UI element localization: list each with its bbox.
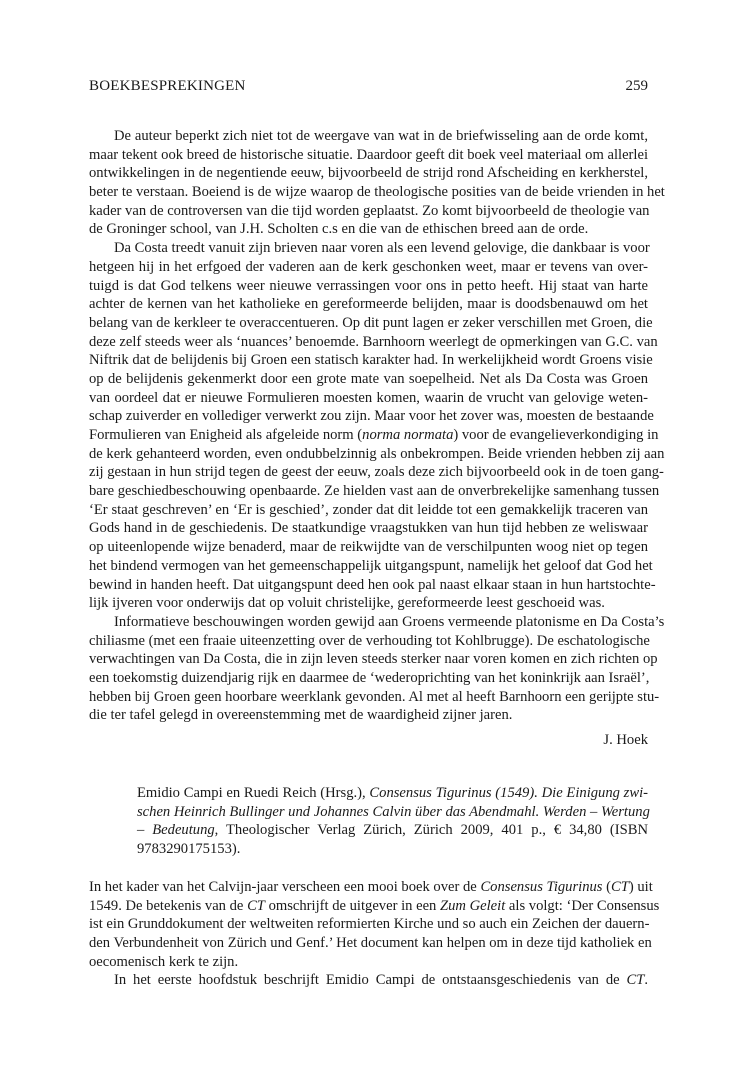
text-segment: beter te verstaan. Boeiend is de wijze waarop de theologische posities van de beide vrienden in het — [89, 184, 665, 201]
text-line — [89, 706, 648, 725]
text-segment: 9783290175153). — [137, 841, 241, 858]
text-segment: 1549. De betekenis van de — [89, 897, 248, 914]
review-body-consensus — [89, 878, 660, 990]
text-segment: hetgeen hij in het erfgoed der vaderen aan de kerk geschonken weet, maar er tevens van over- — [89, 258, 648, 275]
text-segment: lijk ijveren voor onderwijs dat op voluit christelijke, gereformeerde leest geschoeid was. — [89, 595, 605, 612]
text-segment: Formulieren van Enigheid als afgeleide norm ( — [89, 427, 363, 443]
text-line — [89, 426, 659, 445]
text-segment: verwachtingen van Da Costa, die in zijn leven steeds sterker naar voren komen en zich richten op — [89, 651, 658, 668]
paragraph — [89, 971, 648, 990]
text-segment: zij gestaan in hun strijd tegen de geest der eeuw, zoals deze zich bijvoorbeeld ook in de toen gang- — [89, 464, 664, 481]
text-segment: kader van de controversen van die tijd worden geplaatst. Zo komt bijvoorbeeld de theologie van — [89, 202, 650, 219]
text-segment: Gods hand in de geschiedenis. De staatkundige vraagstukken van hun tijd hebben ze weliswaar — [89, 520, 648, 537]
text-segment: In het eerste hoofdstuk beschrijft Emidio Campi de ontstaansgeschiedenis van de — [114, 972, 627, 989]
text-line — [137, 821, 648, 840]
text-line — [89, 613, 665, 632]
text-line — [89, 164, 648, 183]
text-segment: de Groninger school, van J.H. Scholten c.s en die van de ethischen breed aan de orde. — [89, 221, 589, 238]
text-segment: . — [644, 972, 648, 989]
text-line — [89, 915, 648, 934]
text-line — [89, 127, 648, 146]
text-line — [89, 557, 653, 576]
text-line — [89, 277, 648, 296]
text-line — [89, 669, 648, 688]
text-line — [89, 897, 660, 916]
text-line — [89, 463, 664, 482]
text-line — [89, 650, 658, 669]
text-line — [89, 146, 648, 165]
italic-text: Consensus Tigurinus — [480, 879, 603, 895]
text-segment: het bindend vermogen van het gemeenschappelijk uitgangspunt, namelijk het geloof dat God het — [89, 557, 653, 574]
text-line — [89, 971, 648, 990]
text-line — [89, 295, 648, 314]
text-segment: hebben bij Groen geen hoorbare weerklank gevonden. Al met al heeft Barnhoorn een gerijpte stu- — [89, 688, 660, 705]
text-segment: De auteur beperkt zich niet tot de weergave van wat in de briefwisseling aan de orde komt, — [114, 128, 648, 144]
text-segment: die ter tafel gelegd in overeenstemming met de waardigheid zijner jaren. — [89, 707, 513, 724]
text-segment: Da Costa treedt vanuit zijn brieven naar voren als een levend gelovige, die dankbaar is voor — [114, 240, 650, 257]
italic-text: schen Heinrich Bullinger und Johannes Calvin über das Abendmahl. Werden – Wertung — [137, 803, 650, 820]
paragraph — [89, 127, 665, 239]
text-line — [89, 576, 656, 595]
text-line — [89, 351, 653, 370]
text-line — [89, 389, 648, 408]
text-line — [89, 202, 648, 221]
text-line — [89, 632, 648, 651]
text-line — [89, 370, 648, 389]
text-segment: Niftrik dat de belijdenis bij Groen een statisch karakter had. In werkelijkheid wordt Groens visie — [89, 352, 653, 369]
paragraph — [89, 239, 665, 613]
text-line — [89, 183, 665, 202]
text-line — [137, 840, 648, 859]
section-title: BOEKBESPREKINGEN — [89, 78, 246, 94]
text-line — [89, 688, 660, 707]
text-segment: belang van de kerkleer te overaccentueren. Op dit punt lagen er zeker verschillen met Groen, die — [89, 314, 653, 331]
text-line — [89, 934, 652, 953]
text-segment: tuigd is dat God telkens weer nieuwe verrassingen voor ons in petto heeft. Hij staat van harte — [89, 277, 648, 294]
text-line — [89, 501, 648, 520]
text-segment: oecomenisch kerk te zijn. — [89, 953, 239, 970]
text-segment: de kerk gehanteerd worden, even ondubbelzinnig als onbekrompen. Beide vrienden hebben zij aan — [89, 445, 665, 462]
text-segment: omschrijft de uitgever in een — [264, 897, 440, 914]
text-line — [89, 878, 653, 897]
reviewer-signature: J. Hoek — [603, 732, 648, 748]
text-segment: schap zuiverder en vollediger verwerkt zou zijn. Maar voor het zover was, moesten de bestaande — [89, 408, 654, 425]
text-segment: bewind in handen heeft. Dat uitgangspunt deed hen ook pal naast elkaar staan in hun hartstochte- — [89, 576, 656, 593]
text-segment: den Verbundenheit von Zürich und Genf.’ Het document kan helpen om in deze tijd katholiek en — [89, 935, 652, 952]
book-citation — [137, 784, 648, 859]
text-segment: bare geschiedbeschouwing openbaarde. Ze hielden vast aan de onverbrekelijke samenhang tussen — [89, 483, 660, 500]
text-segment: ontwikkelingen in de negentiende eeuw, bijvoorbeeld de strijd rond Afscheiding en kerkherstel, — [89, 165, 648, 182]
text-line — [89, 220, 648, 239]
text-line — [89, 538, 648, 557]
review-body-hoek — [89, 127, 665, 725]
text-line — [89, 258, 648, 277]
page-number: 259 — [625, 78, 648, 94]
text-segment: maar tekent ook breed de historische situatie. Daardoor geeft dit boek veel materiaal om allerlei — [89, 146, 648, 163]
text-segment: chiliasme (met een fraaie uiteenzetting over de verhouding tot Kohlbrugge). De eschatologische — [89, 632, 650, 649]
text-line — [89, 482, 660, 501]
running-header — [89, 78, 648, 98]
italic-text: CT — [626, 972, 645, 989]
text-line — [89, 519, 648, 538]
text-segment: ist ein Grunddokument der weltweiten reformierten Kirche und so auch ein Zeichen der dauern- — [89, 916, 650, 933]
paragraph — [89, 613, 665, 725]
text-line — [137, 803, 648, 822]
text-segment: als volgt: ‘Der Consensus — [505, 897, 660, 914]
text-segment: deze zelf steeds weer als ‘nuances’ benoemde. Barnhoorn weerlegt de opmerkingen van G.C. van — [89, 333, 658, 350]
text-segment: op de belijdenis gekenmerkt door een grote mate van soepelheid. Net als Da Costa was Groen — [89, 370, 648, 387]
italic-text: CT — [247, 897, 265, 914]
text-line — [89, 953, 648, 972]
text-line — [137, 784, 648, 803]
text-line — [89, 407, 654, 426]
text-segment: op uiteenlopende wijze benaderd, maar de reikwijdte van de verschilpunten woog niet op tegen — [89, 539, 648, 556]
text-segment: In het kader van het Calvijn-jaar verscheen een mooi boek over de — [89, 879, 481, 895]
italic-text: CT — [611, 879, 629, 895]
text-line — [89, 445, 665, 464]
text-segment: Emidio Campi en Ruedi Reich (Hrsg.), — [137, 785, 370, 801]
text-line — [89, 239, 648, 258]
text-segment: Informatieve beschouwingen worden gewijd aan Groens vermeende platonisme en Da Costa’s — [114, 613, 665, 630]
text-segment: van oordeel dat er nieuwe Formulieren moesten komen, waarin de vrucht van gelovige weten- — [89, 389, 648, 406]
text-segment: een toekomstig duizendjarig rijk en daarmee de ‘wederoprichting van het koninkrijk aan Israël’, — [89, 669, 650, 686]
italic-text: norma normata — [362, 427, 454, 443]
text-line — [89, 594, 648, 613]
text-segment: ) voor de evangelieverkondiging in — [453, 427, 659, 443]
text-line — [89, 314, 653, 333]
text-segment: achter de kernen van het katholieke en gereformeerde belijden, maar is doodsbenauwd om het — [89, 296, 648, 313]
text-segment: ) uit — [628, 879, 653, 895]
paragraph — [89, 878, 660, 971]
text-line — [89, 333, 658, 352]
italic-text: Consensus Tigurinus (1549). Die Einigung zwi- — [369, 785, 649, 801]
paragraph — [137, 784, 648, 859]
text-segment: ‘Er staat geschreven’ en ‘Er is geschied’, zonder dat dit leidde tot een gemakkelijk traceren van — [89, 501, 648, 518]
text-segment: , Theologischer Verlag Zürich, Zürich 2009, 401 p., € 34,80 (ISBN — [214, 822, 648, 839]
italic-text: Zum Geleit — [440, 897, 506, 914]
text-segment: ( — [602, 879, 612, 895]
italic-text: – Bedeutung — [137, 822, 215, 839]
